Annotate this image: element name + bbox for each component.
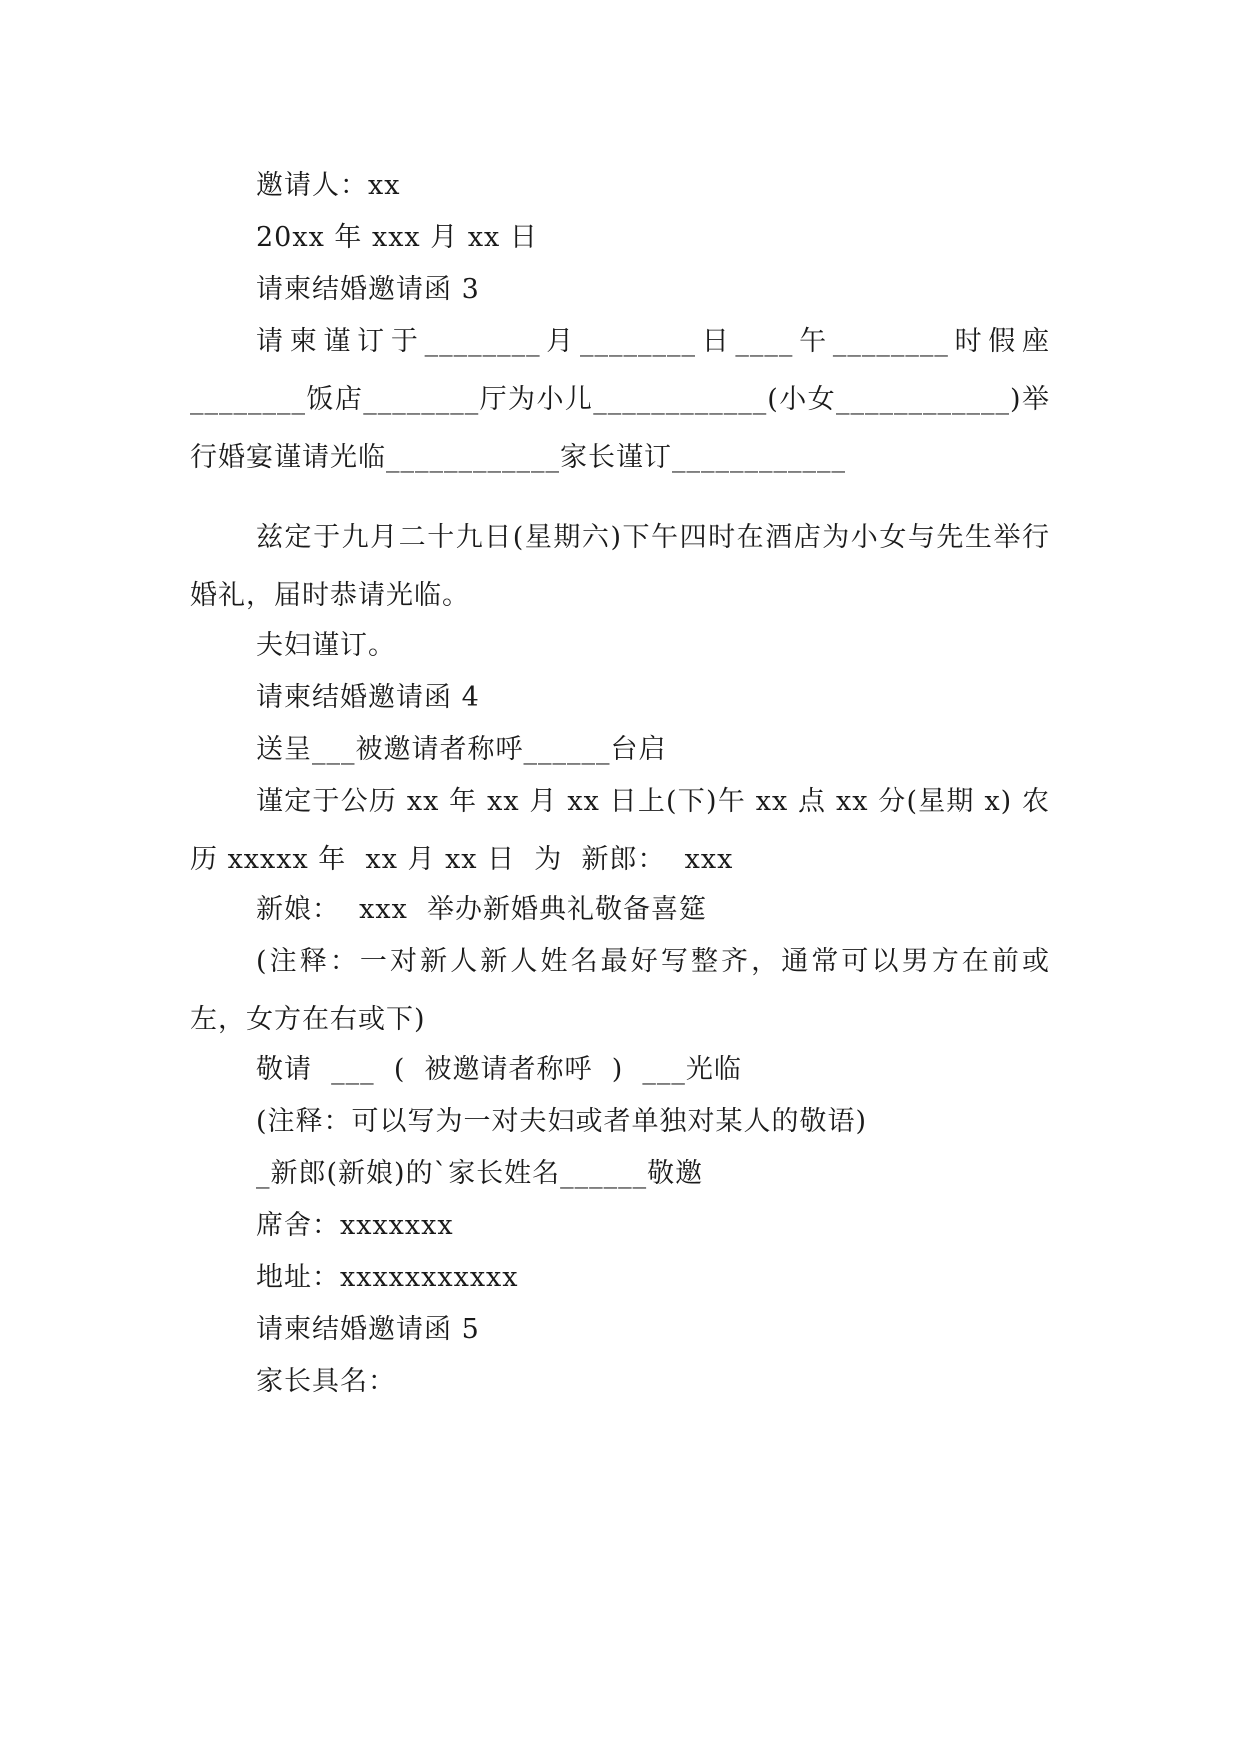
invitation-template-paragraph: 请柬谨订于________月________日____午________时假座________饭店________厅为小儿____________(小女____________)举行婚宴谨请光临____________家长谨订____________ bbox=[190, 326, 1050, 473]
bride-line: 新娘： xxx 举办新婚典礼敬备喜筵 bbox=[256, 894, 708, 925]
section-heading-4: 请柬结婚邀请函 4 bbox=[256, 682, 480, 713]
ceremony-date-paragraph: 谨定于公历 xx 年 xx 月 xx 日上(下)午 xx 点 xx 分(星期 x) 农历 xxxxx 年 xx 月 xx 日 为 新郎： xxx bbox=[190, 786, 1050, 875]
honorific-note-line: (注释：可以写为一对夫妇或者单独对某人的敬语) bbox=[256, 1106, 868, 1137]
inviter-line: 邀请人：xx bbox=[256, 170, 401, 201]
section-heading-5: 请柬结婚邀请函 5 bbox=[256, 1314, 480, 1345]
invitation-line: 敬请 ___ ( 被邀请者称呼 ) ___光临 bbox=[256, 1054, 742, 1085]
recipient-line: 送呈___被邀请者称呼______台启 bbox=[256, 734, 667, 765]
parents-signature-line: 家长具名： bbox=[256, 1366, 396, 1397]
name-note-paragraph: (注释：一对新人新人姓名最好写整齐，通常可以男方在前或左，女方在右或下) bbox=[190, 946, 1050, 1035]
couple-signature-line: 夫妇谨订。 bbox=[256, 630, 396, 661]
date-line: 20xx 年 xxx 月 xx 日 bbox=[256, 222, 538, 253]
section-heading-3: 请柬结婚邀请函 3 bbox=[256, 274, 480, 305]
venue-line: 席舍：xxxxxxx bbox=[256, 1210, 454, 1241]
parents-invite-line: _新郎(新娘)的`家长姓名______敬邀 bbox=[256, 1158, 704, 1189]
wedding-announcement-paragraph: 兹定于九月二十九日(星期六)下午四时在酒店为小女与先生举行婚礼，届时恭请光临。 bbox=[190, 522, 1050, 611]
address-line: 地址：xxxxxxxxxxx bbox=[256, 1262, 519, 1293]
